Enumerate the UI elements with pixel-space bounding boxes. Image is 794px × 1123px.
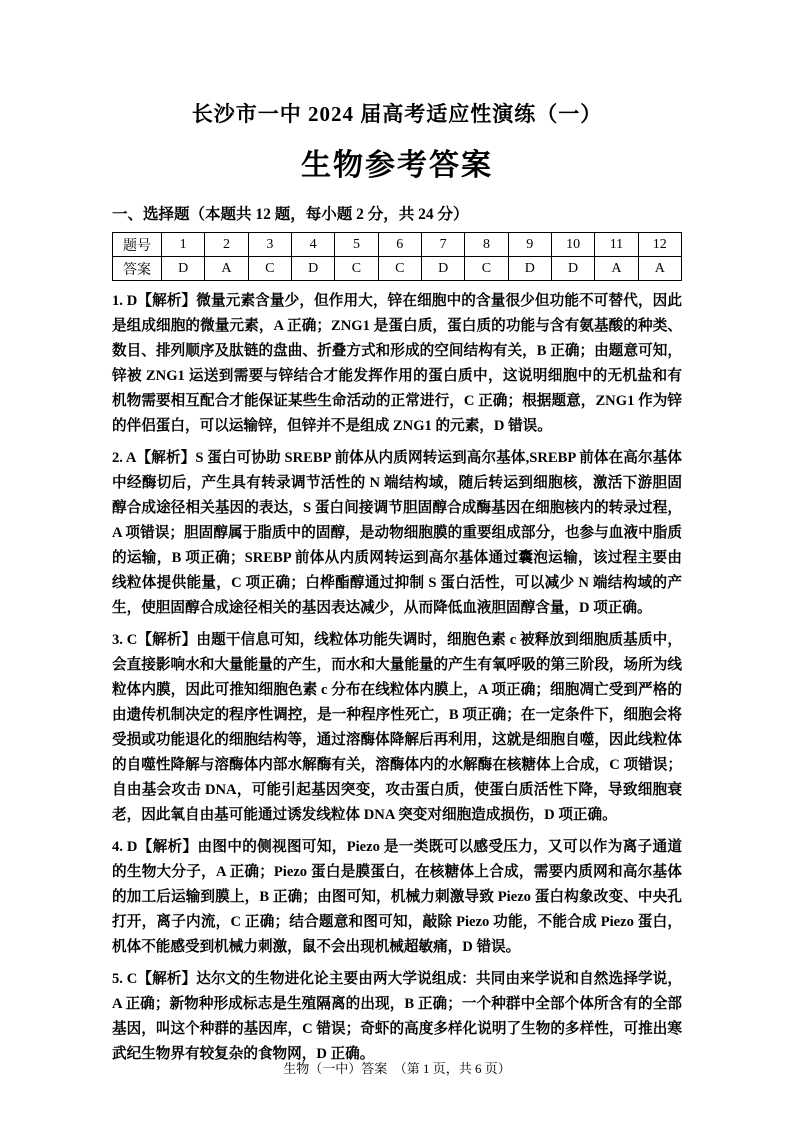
explanation-paragraph-2: 2. A【解析】S 蛋白可协助 SREBP 前体从内质网转运到高尔基体,SREBP 前体在高尔基体中经酶切后，产生具有转录调节活性的 N 端结构域，随后转运到细胞核，激活下游胆固醇合成途径相关基因的表达，S 蛋白间接调节胆固醇合成酶基因在细胞核内的转录过程，A 项错误；胆固醇属于脂质中的固醇，是动物细胞膜的重要组成部分，也参与血液中脂质的运输，B 项正确；SREBP 前体从内质网转运到高尔基体通过囊泡运输，该过程主要由线粒体提供能量，C 项正确；白桦酯醇通过抑制 S 蛋白活性，可以减少 N 端结构域的产生，使胆固醇合成途径相关的基因表达减少，从而降低血液胆固醇含量，D 项正确。 bbox=[112, 450, 682, 616]
question-number-cell: 12 bbox=[638, 233, 681, 257]
question-number-cell: 4 bbox=[291, 233, 334, 257]
question-number-cell: 10 bbox=[551, 233, 594, 257]
answer-cell: D bbox=[508, 257, 551, 281]
page-title: 长沙市一中 2024 届高考适应性演练（一） bbox=[191, 102, 603, 126]
question-number-cell: 1 bbox=[162, 233, 205, 257]
answer-cell: C bbox=[378, 257, 421, 281]
answer-cell: C bbox=[248, 257, 291, 281]
explanations-section bbox=[112, 289, 682, 1067]
page-footer: 生物（一中）答案 （第 1 页，共 6 页） bbox=[283, 1061, 511, 1076]
explanation-paragraph-4: 4. D【解析】由图中的侧视图可知，Piezo 是一类既可以感受压力，又可以作为离子通道的生物大分子，A 正确；Piezo 蛋白是膜蛋白，在核糖体上合成，需要内质网和高尔基体的加工后运输到膜上，B 正确；由图可知，机械力刺激导致 Piezo 蛋白构象改变、中央孔打开，离子内流，C 正确；结合题意和图可知，敲除 Piezo 功能，不能合成 Piezo 蛋白，机体不能感受到机械力刺激，鼠不会出现机械超敏痛，D 错误。 bbox=[112, 839, 682, 955]
page-subtitle: 生物参考答案 bbox=[301, 149, 493, 182]
row-label-question: 题号 bbox=[113, 233, 162, 257]
answer-cell: C bbox=[335, 257, 378, 281]
question-number-cell: 6 bbox=[378, 233, 421, 257]
answer-cell: D bbox=[551, 257, 594, 281]
question-number-cell: 5 bbox=[335, 233, 378, 257]
question-number-cell: 8 bbox=[465, 233, 508, 257]
answer-cell: A bbox=[205, 257, 248, 281]
question-number-cell: 2 bbox=[205, 233, 248, 257]
answer-cell: A bbox=[595, 257, 638, 281]
answer-cell: D bbox=[162, 257, 205, 281]
question-number-cell: 3 bbox=[248, 233, 291, 257]
answer-cell: A bbox=[638, 257, 681, 281]
row-label-answer: 答案 bbox=[113, 257, 162, 281]
answer-cell: C bbox=[465, 257, 508, 281]
answer-cell: D bbox=[421, 257, 464, 281]
question-number-cell: 7 bbox=[421, 233, 464, 257]
answer-row bbox=[113, 257, 682, 281]
question-number-cell: 9 bbox=[508, 233, 551, 257]
answer-table bbox=[112, 232, 682, 281]
question-number-row bbox=[113, 233, 682, 257]
section-header: 一、选择题（本题共 12 题，每小题 2 分，共 24 分） bbox=[112, 206, 469, 223]
question-number-cell: 11 bbox=[595, 233, 638, 257]
explanation-paragraph-1: 1. D【解析】微量元素含量少，但作用大，锌在细胞中的含量很少但功能不可替代，因此是组成细胞的微量元素，A 正确；ZNG1 是蛋白质，蛋白质的功能与含有氨基酸的种类、数目、排列顺序及肽链的盘曲、折叠方式和形成的空间结构有关，B 正确；由题意可知，锌被 ZNG1 运送到需要与锌结合才能发挥作用的蛋白质中，这说明细胞中的无机盐和有机物需要相互配合才能保证某些生命活动的正常进行，C 正确；根据题意，ZNG1 作为锌的伴侣蛋白，可以运输锌，但锌并不是组成 ZNG1 的元素，D 错误。 bbox=[112, 293, 682, 434]
answer-cell: D bbox=[291, 257, 334, 281]
explanation-paragraph-3: 3. C【解析】由题干信息可知，线粒体功能失调时，细胞色素 c 被释放到细胞质基质中，会直接影响水和大量能量的产生，而水和大量能量的产生有氧呼吸的第三阶段，场所为线粒体内膜，因此可推知细胞色素 c 分布在线粒体内膜上，A 项正确；细胞凋亡受到严格的由遗传机制决定的程序性调控，是一种程序性死亡，B 项正确；在一定条件下，细胞会将受损或功能退化的细胞结构等，通过溶酶体降解后再利用，这就是细胞自噬，因此线粒体的自噬性降解与溶酶体内部水解酶有关，溶酶体内的水解酶在核糖体上合成，C 项错误；自由基会攻击 DNA，可能引起基因突变，攻击蛋白质，使蛋白质活性下降，导致细胞衰老，因此氧自由基可能通过诱发线粒体 DNA 突变对细胞造成损伤，D 项正确。 bbox=[112, 632, 682, 823]
explanation-paragraph-5: 5. C【解析】达尔文的生物进化论主要由两大学说组成：共同由来学说和自然选择学说，A 正确；新物种形成标志是生殖隔离的出现，B 正确；一个种群中全部个体所含有的全部基因，叫这个种群的基因库，C 错误；奇虾的高度多样化说明了生物的多样性，可推出寒武纪生物界有较复杂的食物网，D 正确。 bbox=[112, 971, 682, 1062]
